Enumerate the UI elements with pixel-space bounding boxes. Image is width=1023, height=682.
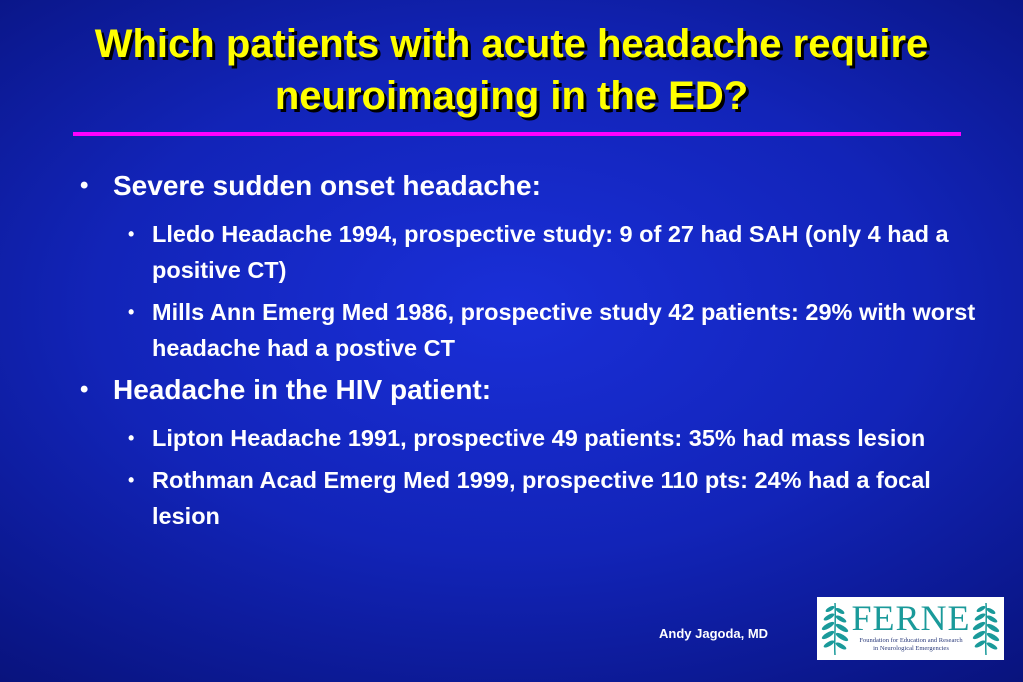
bullet-level-1 bbox=[75, 170, 985, 202]
logo-subtitle bbox=[847, 637, 975, 652]
bullet-text: Lipton Headache 1991, prospective 49 patients: 35% had mass lesion bbox=[152, 425, 926, 451]
bullet-dot-icon: • bbox=[80, 376, 89, 403]
title-underline bbox=[73, 132, 961, 136]
bullet-level-2 bbox=[75, 216, 985, 288]
logo-subtitle-line: in Neurological Emergencies bbox=[873, 644, 949, 652]
slide-title: Which patients with acute headache require neuroimaging in the ED? bbox=[94, 22, 929, 118]
author-credit: Andy Jagoda, MD bbox=[659, 626, 769, 641]
bullet-level-2 bbox=[75, 462, 985, 534]
bullet-heading: Severe sudden onset headache: bbox=[113, 170, 541, 201]
bullet-text: Mills Ann Emerg Med 1986, prospective study 42 patients: 29% with worst headache had a postive CT bbox=[152, 299, 976, 361]
bullet-text: Rothman Acad Emerg Med 1999, prospective 110 pts: 24% had a focal lesion bbox=[152, 467, 931, 529]
fern-leaf-icon bbox=[820, 601, 850, 657]
bullet-dot-icon: • bbox=[128, 428, 135, 448]
bullet-dot-icon: • bbox=[128, 302, 135, 322]
bullet-level-2 bbox=[75, 294, 985, 366]
ferne-logo bbox=[817, 597, 1004, 660]
bullet-level-1 bbox=[75, 374, 985, 406]
bullet-heading: Headache in the HIV patient: bbox=[113, 374, 492, 405]
bullet-dot-icon: • bbox=[128, 224, 135, 244]
logo-wordmark: FERNE bbox=[851, 598, 971, 638]
bullet-text: Lledo Headache 1994, prospective study: 9 of 27 had SAH (only 4 had a positive CT) bbox=[152, 221, 949, 283]
bullet-group bbox=[75, 170, 985, 366]
bullet-dot-icon: • bbox=[80, 172, 89, 199]
bullet-dot-icon: • bbox=[128, 470, 135, 490]
slide-content bbox=[75, 170, 985, 542]
bullet-group bbox=[75, 374, 985, 534]
fern-leaf-icon bbox=[971, 601, 1001, 657]
bullet-level-2 bbox=[75, 420, 985, 456]
logo-subtitle-line: Foundation for Education and Research bbox=[859, 637, 963, 644]
